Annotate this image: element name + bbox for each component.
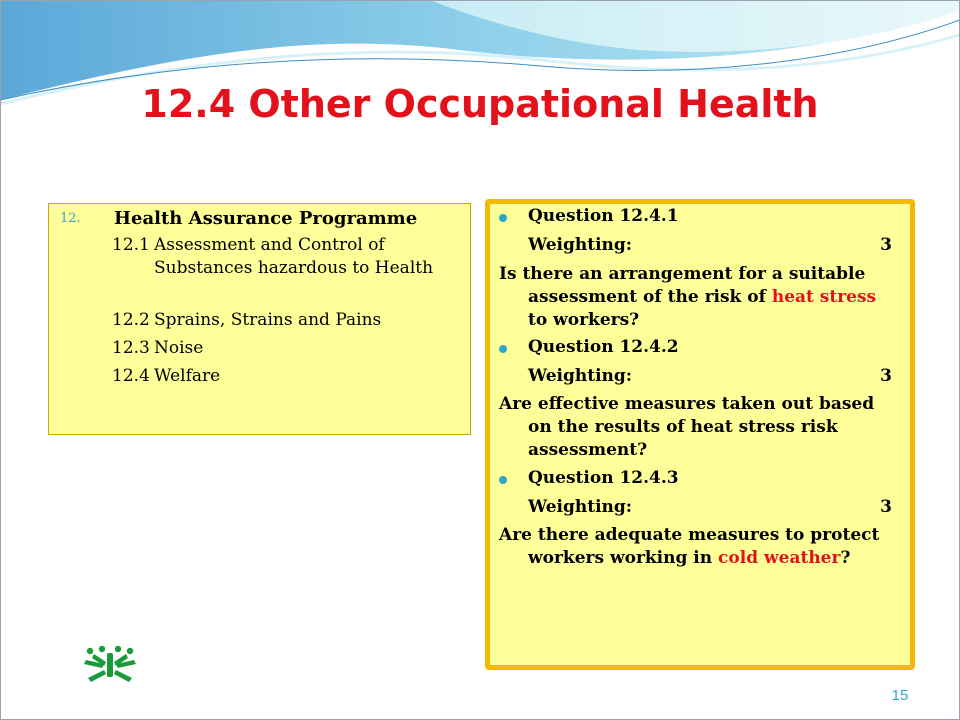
section-title: Health Assurance Programme [114,208,418,229]
programme-outline-box [48,203,471,435]
section-number: 12. [60,211,81,226]
question-text [499,263,901,332]
outline-item-number: 12.4 [112,366,150,386]
page-number: 15 [891,687,909,704]
question-text-part: to workers? [528,310,640,330]
bullet-dot-icon [499,214,507,222]
outline-item-text: Welfare [154,366,221,386]
weighting-row [528,497,892,517]
bullet-dot-icon [499,476,507,484]
weighting-label: Weighting: [528,235,633,255]
question-text: Are effective measures taken out based on the results of heat stress risk assessment? [499,394,875,460]
question-text [499,524,901,570]
outline-item [112,234,462,280]
bullet-dot-icon [499,345,507,353]
question-highlight: cold weather [718,548,841,568]
question-text-part: Is there an arrangement for a suitable assessment of the risk of [499,264,866,307]
outline-item-number: 12.3 [112,338,150,358]
outline-item [112,365,462,388]
weighting-value: 3 [880,235,892,255]
organization-logo-icon [82,644,138,684]
outline-item-text: Sprains, Strains and Pains [154,310,382,330]
weighting-label: Weighting: [528,497,633,517]
section-heading [60,208,417,229]
question-text-part: Are there adequate measures to protect workers working in [499,525,880,568]
weighting-row [528,366,892,386]
slide-title: 12.4 Other Occupational Health [141,82,819,126]
question-label: Question 12.4.2 [528,337,679,357]
weighting-value: 3 [880,366,892,386]
question-label: Question 12.4.1 [528,206,679,226]
question-text-part: ? [840,548,851,568]
outline-item-number: 12.2 [112,310,150,330]
assessment-questions-box [485,199,915,670]
outline-item-text: Assessment and Control of Substances hazardous to Health [154,235,434,278]
weighting-label: Weighting: [528,366,633,386]
question-label: Question 12.4.3 [528,468,679,488]
outline-item [112,337,462,360]
outline-item-number: 12.1 [112,235,150,255]
outline-item-text: Noise [154,338,204,358]
weighting-value: 3 [880,497,892,517]
question-highlight: heat stress [771,287,877,307]
weighting-row [528,235,892,255]
outline-item [112,309,462,332]
